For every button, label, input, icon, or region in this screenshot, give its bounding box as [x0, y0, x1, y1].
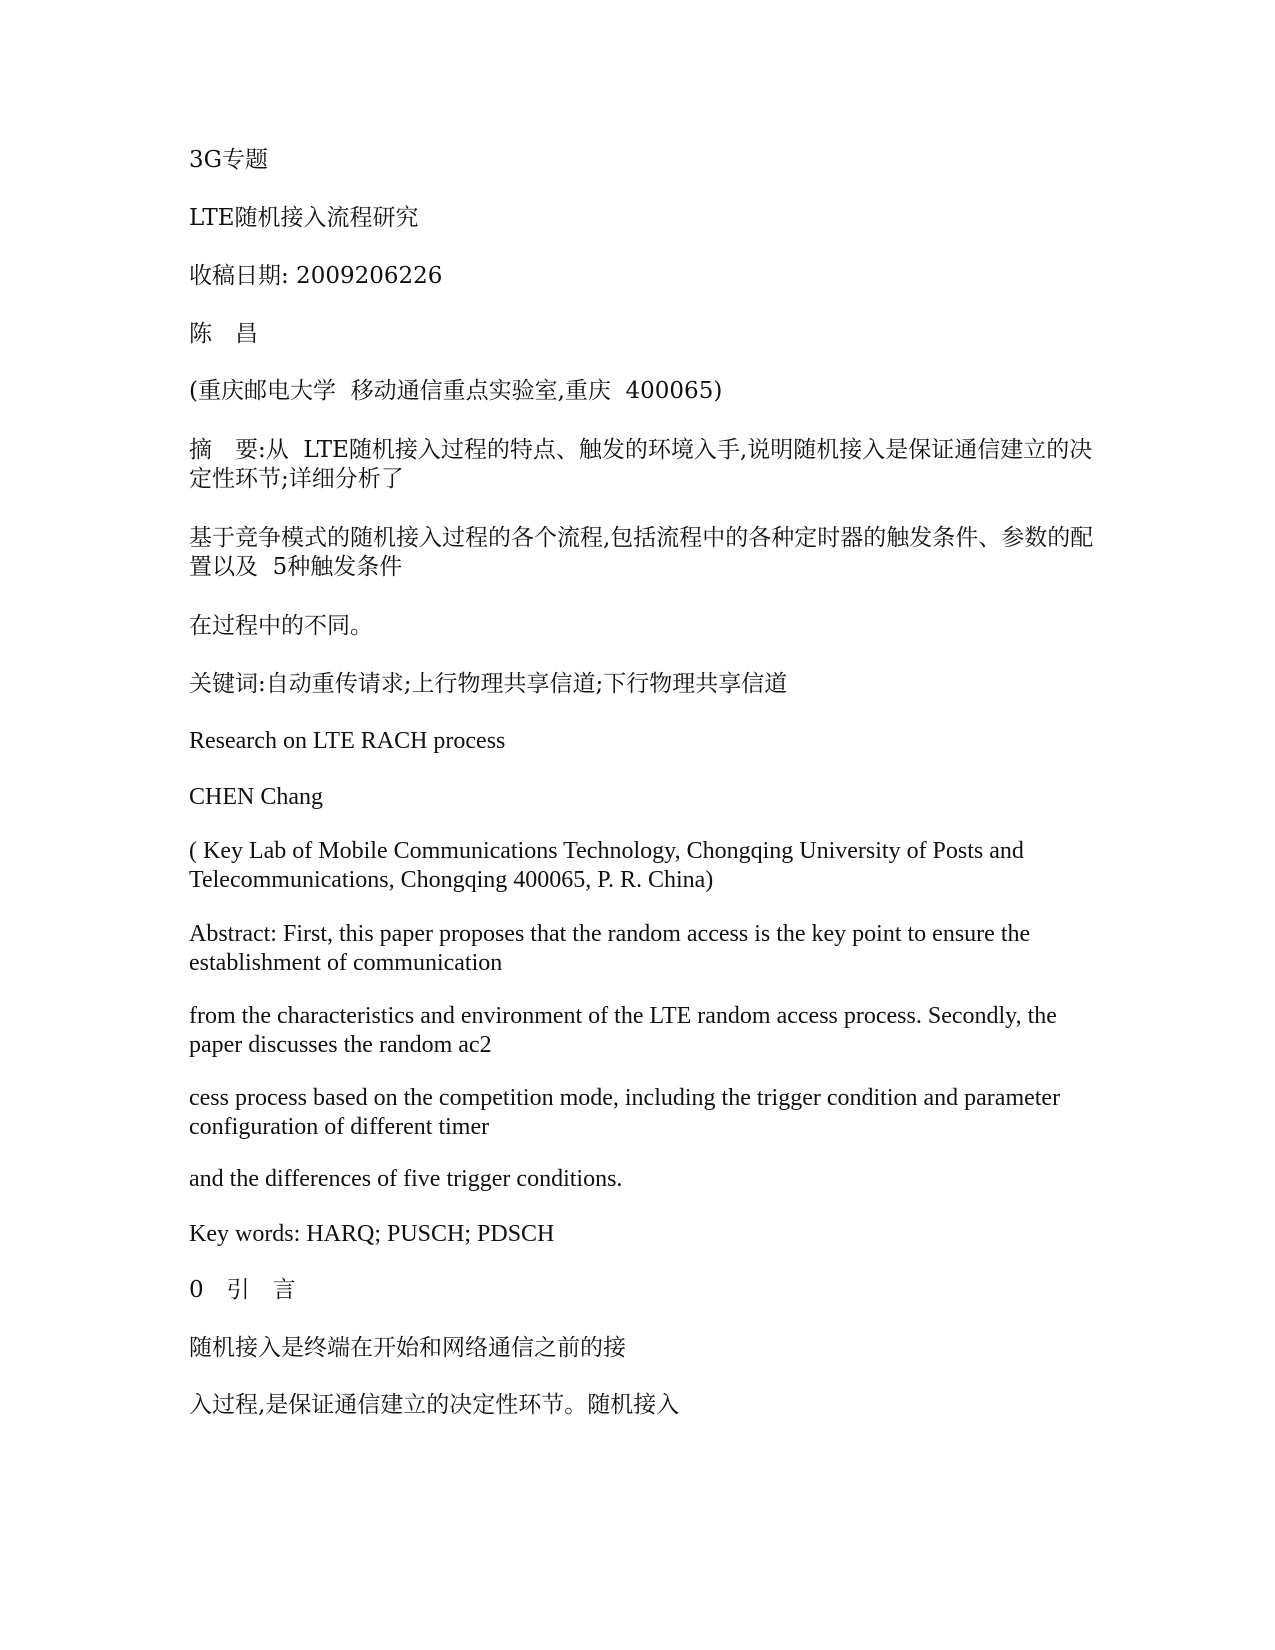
- received-date: 收稿日期: 2009206226: [189, 263, 443, 289]
- abstract-en-paragraph-2: from the characteristics and environment of the LTE random access process. Secondly, the paper discusses the random ac2: [189, 1003, 1063, 1058]
- abstract-en-paragraph-1: Abstract: First, this paper proposes that the random access is the key point to ensure the establishment of communication: [189, 921, 1037, 976]
- affiliation-cn: (重庆邮电大学 移动通信重点实验室,重庆 400065): [189, 378, 723, 404]
- author-en: CHEN Chang: [189, 784, 323, 810]
- abstract-en-paragraph-4: and the differences of five trigger conditions.: [189, 1166, 623, 1192]
- keywords-cn: 关键词:自动重传请求;上行物理共享信道;下行物理共享信道: [189, 671, 788, 697]
- section-label: 3G专题: [189, 147, 269, 173]
- abstract-en-paragraph-3: cess process based on the competition mode, including the trigger condition and parameter configuration of different timer: [189, 1085, 1067, 1140]
- abstract-cn-paragraph-2: 基于竞争模式的随机接入过程的各个流程,包括流程中的各种定时器的触发条件、参数的配置以及 5种触发条件: [189, 525, 1094, 580]
- title-cn: LTE随机接入流程研究: [189, 205, 419, 231]
- author-cn: 陈 昌: [189, 321, 258, 347]
- section-heading: 0 引 言: [189, 1277, 296, 1303]
- abstract-cn-paragraph-1: 摘 要:从 LTE随机接入过程的特点、触发的环境入手,说明随机接入是保证通信建立的决定性环节;详细分析了: [189, 437, 1093, 492]
- abstract-cn-paragraph-3: 在过程中的不同。: [189, 613, 373, 639]
- body-paragraph-1: 随机接入是终端在开始和网络通信之前的接: [189, 1335, 626, 1361]
- body-paragraph-2: 入过程,是保证通信建立的决定性环节。随机接入: [189, 1392, 680, 1418]
- title-en: Research on LTE RACH process: [189, 728, 506, 754]
- keywords-en: Key words: HARQ; PUSCH; PDSCH: [189, 1221, 555, 1247]
- affiliation-en: ( Key Lab of Mobile Communications Technology, Chongqing University of Posts and Telecommunications, Chongqing 400065, P. R. China): [189, 838, 1030, 893]
